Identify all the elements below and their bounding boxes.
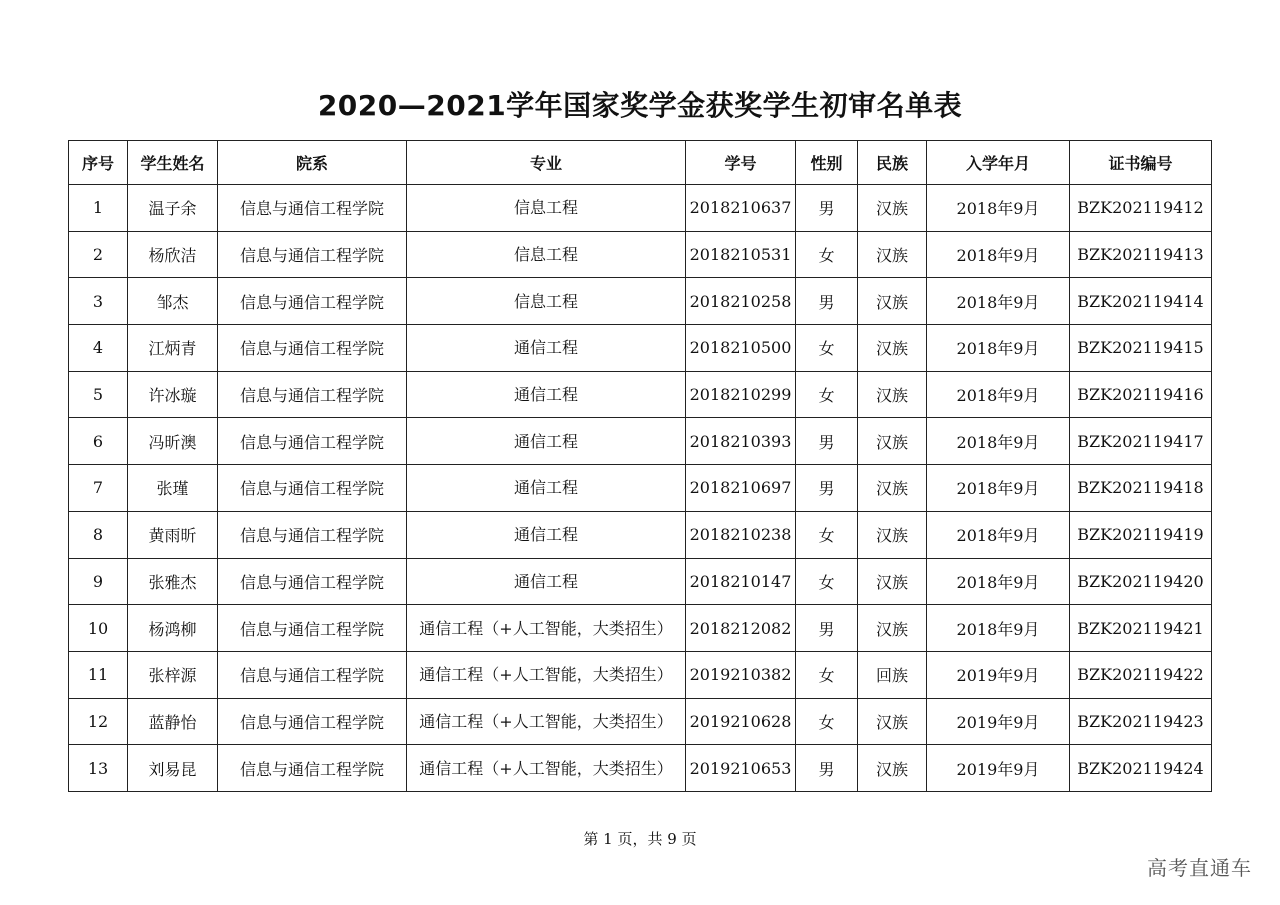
table-header-row [69, 141, 1212, 185]
cell-cert-no: BZK202119417 [1070, 418, 1212, 465]
cell-no: 2 [69, 231, 128, 278]
cell-name: 张雅杰 [128, 558, 218, 605]
table-row [69, 371, 1212, 418]
cell-ethnicity: 汉族 [858, 185, 927, 232]
cell-major: 通信工程 [407, 558, 686, 605]
cell-major: 通信工程 [407, 325, 686, 372]
cell-no: 12 [69, 698, 128, 745]
cell-ethnicity: 汉族 [858, 325, 927, 372]
table-row [69, 185, 1212, 232]
cell-major: 信息工程 [407, 185, 686, 232]
cell-dept: 信息与通信工程学院 [218, 371, 407, 418]
cell-name: 蓝静怡 [128, 698, 218, 745]
cell-gender: 女 [796, 698, 858, 745]
table-row [69, 605, 1212, 652]
cell-student-id: 2018210258 [686, 278, 796, 325]
cell-name: 刘易昆 [128, 745, 218, 792]
cell-cert-no: BZK202119419 [1070, 511, 1212, 558]
cell-enroll-date: 2018年9月 [927, 605, 1070, 652]
cell-enroll-date: 2018年9月 [927, 465, 1070, 512]
header-dept: 院系 [218, 141, 407, 185]
table-row [69, 418, 1212, 465]
cell-dept: 信息与通信工程学院 [218, 418, 407, 465]
cell-name: 黄雨昕 [128, 511, 218, 558]
cell-gender: 男 [796, 278, 858, 325]
cell-dept: 信息与通信工程学院 [218, 511, 407, 558]
cell-gender: 女 [796, 325, 858, 372]
table-body [69, 185, 1212, 792]
watermark: 高考直通车 [1147, 856, 1252, 880]
cell-major: 通信工程 [407, 371, 686, 418]
cell-gender: 男 [796, 418, 858, 465]
table-row [69, 465, 1212, 512]
cell-no: 13 [69, 745, 128, 792]
cell-name: 许冰璇 [128, 371, 218, 418]
cell-major: 通信工程（+人工智能，大类招生） [407, 605, 686, 652]
cell-major: 通信工程 [407, 465, 686, 512]
cell-dept: 信息与通信工程学院 [218, 698, 407, 745]
scholarship-table [68, 140, 1212, 792]
cell-ethnicity: 汉族 [858, 231, 927, 278]
cell-student-id: 2018210238 [686, 511, 796, 558]
header-no: 序号 [69, 141, 128, 185]
cell-enroll-date: 2019年9月 [927, 698, 1070, 745]
cell-no: 4 [69, 325, 128, 372]
cell-name: 杨鸿柳 [128, 605, 218, 652]
cell-student-id: 2018210299 [686, 371, 796, 418]
cell-gender: 女 [796, 371, 858, 418]
cell-ethnicity: 汉族 [858, 605, 927, 652]
cell-cert-no: BZK202119418 [1070, 465, 1212, 512]
cell-no: 10 [69, 605, 128, 652]
cell-dept: 信息与通信工程学院 [218, 185, 407, 232]
page-title: 2020—2021学年国家奖学金获奖学生初审名单表 [317, 89, 963, 122]
cell-student-id: 2018212082 [686, 605, 796, 652]
table-row [69, 231, 1212, 278]
cell-enroll-date: 2018年9月 [927, 418, 1070, 465]
cell-enroll-date: 2018年9月 [927, 231, 1070, 278]
cell-major: 信息工程 [407, 231, 686, 278]
cell-ethnicity: 汉族 [858, 745, 927, 792]
cell-cert-no: BZK202119424 [1070, 745, 1212, 792]
table-row [69, 651, 1212, 698]
cell-cert-no: BZK202119412 [1070, 185, 1212, 232]
cell-student-id: 2018210697 [686, 465, 796, 512]
cell-major: 通信工程 [407, 418, 686, 465]
cell-gender: 女 [796, 651, 858, 698]
cell-cert-no: BZK202119421 [1070, 605, 1212, 652]
header-ethnicity: 民族 [858, 141, 927, 185]
cell-gender: 女 [796, 511, 858, 558]
cell-student-id: 2018210531 [686, 231, 796, 278]
cell-student-id: 2018210393 [686, 418, 796, 465]
cell-cert-no: BZK202119414 [1070, 278, 1212, 325]
cell-ethnicity: 回族 [858, 651, 927, 698]
cell-no: 3 [69, 278, 128, 325]
cell-dept: 信息与通信工程学院 [218, 325, 407, 372]
cell-name: 邹杰 [128, 278, 218, 325]
cell-student-id: 2018210147 [686, 558, 796, 605]
cell-enroll-date: 2018年9月 [927, 185, 1070, 232]
table-row [69, 511, 1212, 558]
cell-enroll-date: 2019年9月 [927, 745, 1070, 792]
cell-name: 杨欣洁 [128, 231, 218, 278]
cell-enroll-date: 2018年9月 [927, 511, 1070, 558]
cell-ethnicity: 汉族 [858, 418, 927, 465]
header-cert-no: 证书编号 [1070, 141, 1212, 185]
cell-major: 通信工程（+人工智能，大类招生） [407, 651, 686, 698]
table-row [69, 698, 1212, 745]
header-name: 学生姓名 [128, 141, 218, 185]
table-row [69, 325, 1212, 372]
cell-ethnicity: 汉族 [858, 558, 927, 605]
cell-enroll-date: 2018年9月 [927, 558, 1070, 605]
cell-student-id: 2018210500 [686, 325, 796, 372]
cell-name: 张梓源 [128, 651, 218, 698]
header-student-id: 学号 [686, 141, 796, 185]
table-row [69, 278, 1212, 325]
cell-major: 信息工程 [407, 278, 686, 325]
cell-gender: 女 [796, 231, 858, 278]
cell-no: 1 [69, 185, 128, 232]
cell-dept: 信息与通信工程学院 [218, 231, 407, 278]
cell-cert-no: BZK202119415 [1070, 325, 1212, 372]
cell-no: 9 [69, 558, 128, 605]
cell-dept: 信息与通信工程学院 [218, 278, 407, 325]
cell-ethnicity: 汉族 [858, 371, 927, 418]
cell-dept: 信息与通信工程学院 [218, 558, 407, 605]
cell-student-id: 2019210628 [686, 698, 796, 745]
table-row [69, 558, 1212, 605]
cell-cert-no: BZK202119420 [1070, 558, 1212, 605]
cell-no: 6 [69, 418, 128, 465]
cell-gender: 男 [796, 745, 858, 792]
cell-dept: 信息与通信工程学院 [218, 605, 407, 652]
cell-gender: 男 [796, 185, 858, 232]
cell-ethnicity: 汉族 [858, 278, 927, 325]
cell-enroll-date: 2018年9月 [927, 278, 1070, 325]
header-enroll-date: 入学年月 [927, 141, 1070, 185]
cell-gender: 女 [796, 558, 858, 605]
cell-name: 冯昕澳 [128, 418, 218, 465]
cell-no: 7 [69, 465, 128, 512]
table-row [69, 745, 1212, 792]
cell-major: 通信工程（+人工智能，大类招生） [407, 745, 686, 792]
cell-no: 5 [69, 371, 128, 418]
cell-enroll-date: 2018年9月 [927, 371, 1070, 418]
cell-ethnicity: 汉族 [858, 465, 927, 512]
cell-ethnicity: 汉族 [858, 698, 927, 745]
header-major: 专业 [407, 141, 686, 185]
cell-name: 江炳青 [128, 325, 218, 372]
cell-dept: 信息与通信工程学院 [218, 465, 407, 512]
header-gender: 性别 [796, 141, 858, 185]
cell-name: 温子余 [128, 185, 218, 232]
cell-cert-no: BZK202119416 [1070, 371, 1212, 418]
cell-dept: 信息与通信工程学院 [218, 651, 407, 698]
cell-major: 通信工程 [407, 511, 686, 558]
cell-gender: 男 [796, 465, 858, 512]
cell-no: 8 [69, 511, 128, 558]
cell-major: 通信工程（+人工智能，大类招生） [407, 698, 686, 745]
cell-ethnicity: 汉族 [858, 511, 927, 558]
cell-enroll-date: 2019年9月 [927, 651, 1070, 698]
cell-enroll-date: 2018年9月 [927, 325, 1070, 372]
cell-student-id: 2018210637 [686, 185, 796, 232]
cell-cert-no: BZK202119413 [1070, 231, 1212, 278]
cell-gender: 男 [796, 605, 858, 652]
cell-student-id: 2019210382 [686, 651, 796, 698]
cell-cert-no: BZK202119423 [1070, 698, 1212, 745]
cell-dept: 信息与通信工程学院 [218, 745, 407, 792]
cell-no: 11 [69, 651, 128, 698]
page-footer: 第 1 页，共 9 页 [583, 830, 697, 848]
cell-cert-no: BZK202119422 [1070, 651, 1212, 698]
cell-name: 张瑾 [128, 465, 218, 512]
cell-student-id: 2019210653 [686, 745, 796, 792]
